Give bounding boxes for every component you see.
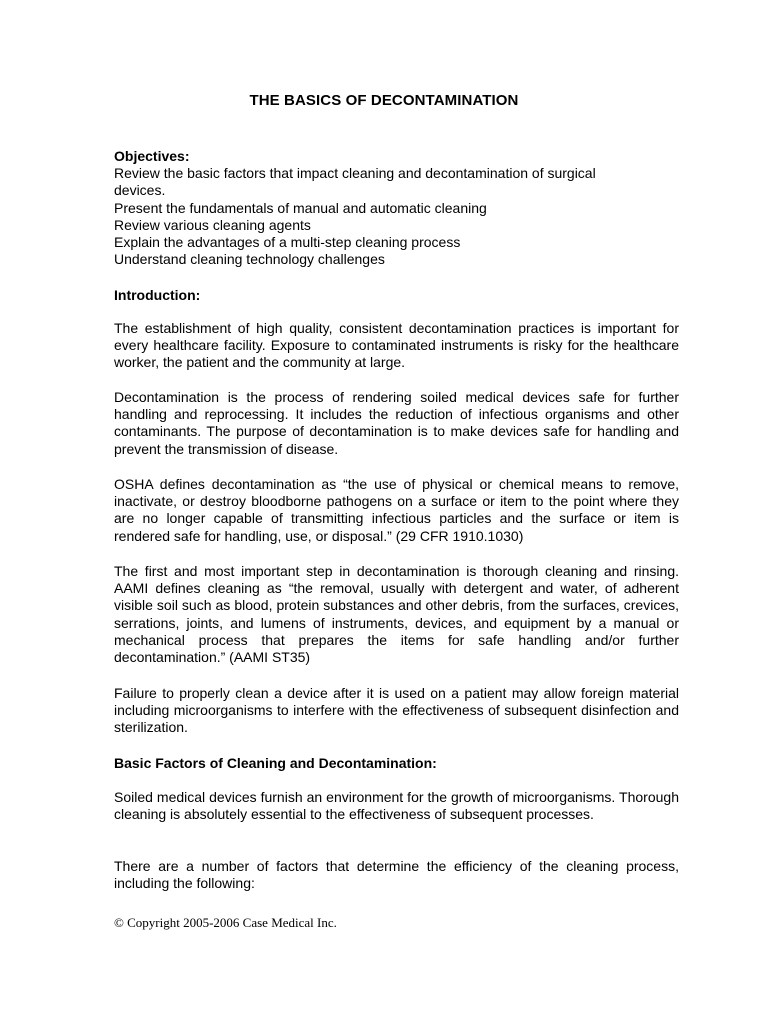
introduction-heading: Introduction: [114, 287, 201, 303]
objective-item: Explain the advantages of a multi-step cleaning process [114, 234, 461, 251]
basic-factors-heading: Basic Factors of Cleaning and Decontamination: [114, 755, 437, 771]
introduction-paragraph: The establishment of high quality, consistent decontamination practices is important for every healthcare facility. Exposure to contaminated instruments is risky for the healthcare worker, the patient and the community at large. [114, 320, 679, 371]
introduction-paragraph: The first and most important step in decontamination is thorough cleaning and rinsing. AAMI defines cleaning as “the removal, usually with detergent and water, of adherent visible soil such as blood, protein substances and other debris, from the surfaces, crevices, serrations, joints, and lumens of instruments, devices, and equipment by a manual or mechanical process that prepares the items for safe handling and/or further decontamination.” (AAMI ST35) [114, 563, 679, 666]
copyright-footer: © Copyright 2005-2006 Case Medical Inc. [114, 915, 337, 930]
document-title: THE BASICS OF DECONTAMINATION [249, 92, 519, 109]
basic-factors-paragraph: There are a number of factors that determine the efficiency of the cleaning process, including the following: [114, 858, 679, 892]
introduction-paragraph: Decontamination is the process of rendering soiled medical devices safe for further handling and reprocessing. It includes the reduction of infectious organisms and other contaminants. The purpose of decontamination is to make devices safe for handling and prevent the transmission of disease. [114, 389, 679, 457]
objectives-heading: Objectives: [114, 148, 190, 164]
basic-factors-paragraph: Soiled medical devices furnish an environment for the growth of microorganisms. Thorough cleaning is absolutely essential to the effectiveness of subsequent processes. [114, 789, 679, 823]
objective-item: Present the fundamentals of manual and automatic cleaning [114, 199, 487, 216]
introduction-paragraph: Failure to properly clean a device after it is used on a patient may allow foreign material including microorganisms to interfere with the effectiveness of subsequent disinfection and sterilization. [114, 685, 679, 736]
objective-item: Understand cleaning technology challenges [114, 251, 385, 268]
objective-item: Review various cleaning agents [114, 216, 311, 233]
introduction-paragraph: OSHA defines decontamination as “the use of physical or chemical means to remove, inactivate, or destroy bloodborne pathogens on a surface or item to the point where they are no longer capable of transmitting infectious particles and the surface or item is rendered safe for handling, use, or disposal.” (29 CFR 1910.1030) [114, 476, 679, 544]
objective-item: Review the basic factors that impact cleaning and decontamination of surgical devices. [114, 165, 596, 199]
objectives-section [114, 148, 679, 268]
